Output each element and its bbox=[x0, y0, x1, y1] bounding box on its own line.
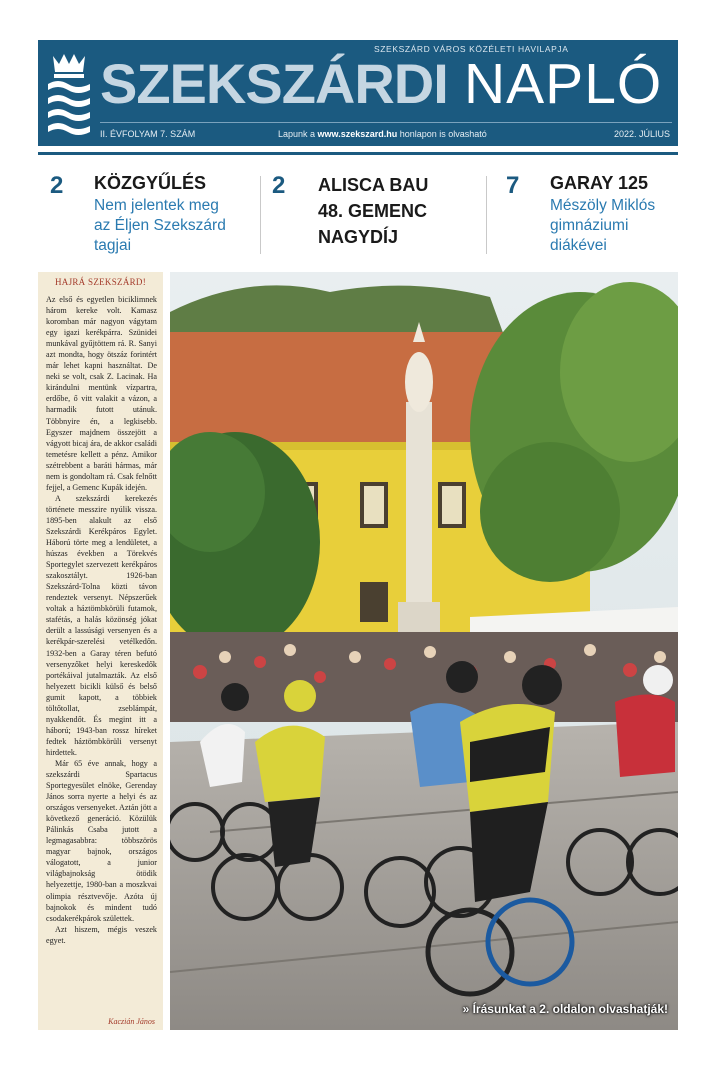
column-paragraph: Már 65 éve annak, hogy a szekszárdi Spartacus Sportegyesület elnöke, Gerenday János sorra nyerte a helyi és az országos versenyeket. Aztán jött a következő generáció. Közülük Pálinkás Csaba jutott a legmagasabbra: többszörös magyar bajnok, országos válogatott, a junior világbajnokság ötödik helyezettje, 1980-ban a moszkvai olimpia résztvevője. Azóta új bajnokok és mindent tudó csodakerékpárok születtek. bbox=[46, 758, 157, 923]
teaser-title-line: 48. GEMENC bbox=[318, 201, 428, 221]
column-body bbox=[46, 294, 157, 946]
teaser-subtitle-line: gimnáziumi bbox=[550, 217, 629, 234]
teaser-subtitle bbox=[550, 196, 655, 256]
online-notice bbox=[278, 129, 487, 139]
masthead-underline bbox=[38, 152, 678, 155]
column-hajra-szekszard bbox=[38, 272, 163, 1030]
website-link[interactable]: www.szekszard.hu bbox=[317, 129, 398, 139]
teaser-title-line: NAGYDÍJ bbox=[318, 227, 399, 247]
teaser-subtitle-line: tagjai bbox=[94, 237, 132, 254]
teaser-page-number: 7 bbox=[506, 172, 520, 199]
masthead-tagline: SZEKSZÁRD VÁROS KÖZÉLETI HAVILAPJA bbox=[374, 44, 569, 54]
masthead bbox=[38, 40, 678, 146]
teaser-title-line: ALISCA BAU bbox=[318, 175, 429, 195]
issue-number: II. ÉVFOLYAM 7. SZÁM bbox=[100, 129, 196, 139]
column-heading: HAJRÁ SZEKSZÁRD! bbox=[54, 277, 147, 287]
online-notice-pre: Lapunk a bbox=[278, 129, 318, 139]
masthead-title-bold: SZEKSZÁRDI bbox=[100, 52, 448, 115]
masthead-rule bbox=[100, 122, 672, 123]
column-paragraph: Azt hiszem, mégis veszek egyet. bbox=[46, 924, 157, 945]
teaser-subtitle-line: az Éljen Szekszárd bbox=[94, 217, 226, 234]
cover-photo-cycling-race bbox=[170, 272, 678, 1030]
teaser-divider bbox=[260, 176, 261, 254]
teaser-title: GARAY 125 bbox=[550, 173, 649, 193]
online-notice-post: honlapon is olvasható bbox=[397, 129, 487, 139]
teaser-subtitle-line: diákévei bbox=[550, 237, 607, 254]
teaser-divider bbox=[486, 176, 487, 254]
teaser-subtitle-line: Mészöly Miklós bbox=[550, 197, 656, 214]
teaser-kozgyules[interactable] bbox=[50, 168, 260, 258]
masthead-title-thin: NAPLÓ bbox=[464, 52, 663, 116]
column-paragraph: Az első és egyetlen biciklimnek három kereke volt. Kamasz koromban már nagyon vágytam egy igazi kerékpárra. Szünidei munkával gyűjtöttem rá. R. Sanyi azt mondta, hogy ötszáz forintért már lehet kapni használtat. De neki se volt, csak Z. Lacinak. Ha kirándulni mentünk vízpartra, erdőbe, ő vitt valakit a vázon, a harmadik futott utánuk. Többnyire én, a legkisebb. Egyszer majdnem összejött a vágyott bicaj ára, de akkor családi temetésre kellett a pénz. Amikor szétrebbent a baráti hármas, már nem is gondoltam rá. Csak felnőtt fejjel, a Gemenc Kupák idején. bbox=[46, 295, 157, 492]
teaser-page-number: 2 bbox=[272, 172, 286, 199]
column-paragraph: A szekszárdi kerekezés története messzire nyúlik vissza. 1895-ben alakult az első Szekszárdi Kerékpáros Egylet. Háború törte meg a lendületet, a húszas években a Törekvés Sportegylet szervezett kerékpáros szakosztályt. 1926-ban Szekszárd-Tolna közti távon rendeztek versenyt. Népszerűek voltak a háztömbkörüli futamok, stafétás, a halás közönség jókat derült a lassúsági versenyen és a kerékpár-szerelési vetélkedőn. 1932-ben a Garay téren befutó versenyzőket helyi kereskedők portékáival jutalmazták. Az első helyezett bicikli külső és belső gumit kapott, a többiek töltőtollat, zseblámpát, nyakkendőt. És megint itt a háború; 1943-ban rossz híreket fedtek háztömbkörüli versenyt hirdettek. bbox=[46, 493, 157, 757]
teaser-alisca-bau[interactable] bbox=[272, 168, 482, 258]
teaser-subtitle-line: Nem jelentek meg bbox=[94, 197, 219, 214]
issue-date: 2022. JÚLIUS bbox=[613, 129, 670, 139]
cover-photo-caption[interactable]: » Írásunkat a 2. oldalon olvashatják! bbox=[462, 1002, 668, 1016]
teaser-title bbox=[318, 172, 428, 250]
cover-photo-illustration bbox=[170, 272, 678, 1030]
masthead-info-bar bbox=[38, 127, 678, 145]
teaser-garay-125[interactable] bbox=[506, 168, 678, 258]
column-author: Kaczián János bbox=[108, 1017, 155, 1026]
teaser-title: KÖZGYŰLÉS bbox=[94, 173, 207, 193]
city-crest-icon bbox=[44, 50, 94, 138]
teaser-page-number: 2 bbox=[50, 172, 64, 199]
teaser-subtitle bbox=[94, 196, 226, 256]
